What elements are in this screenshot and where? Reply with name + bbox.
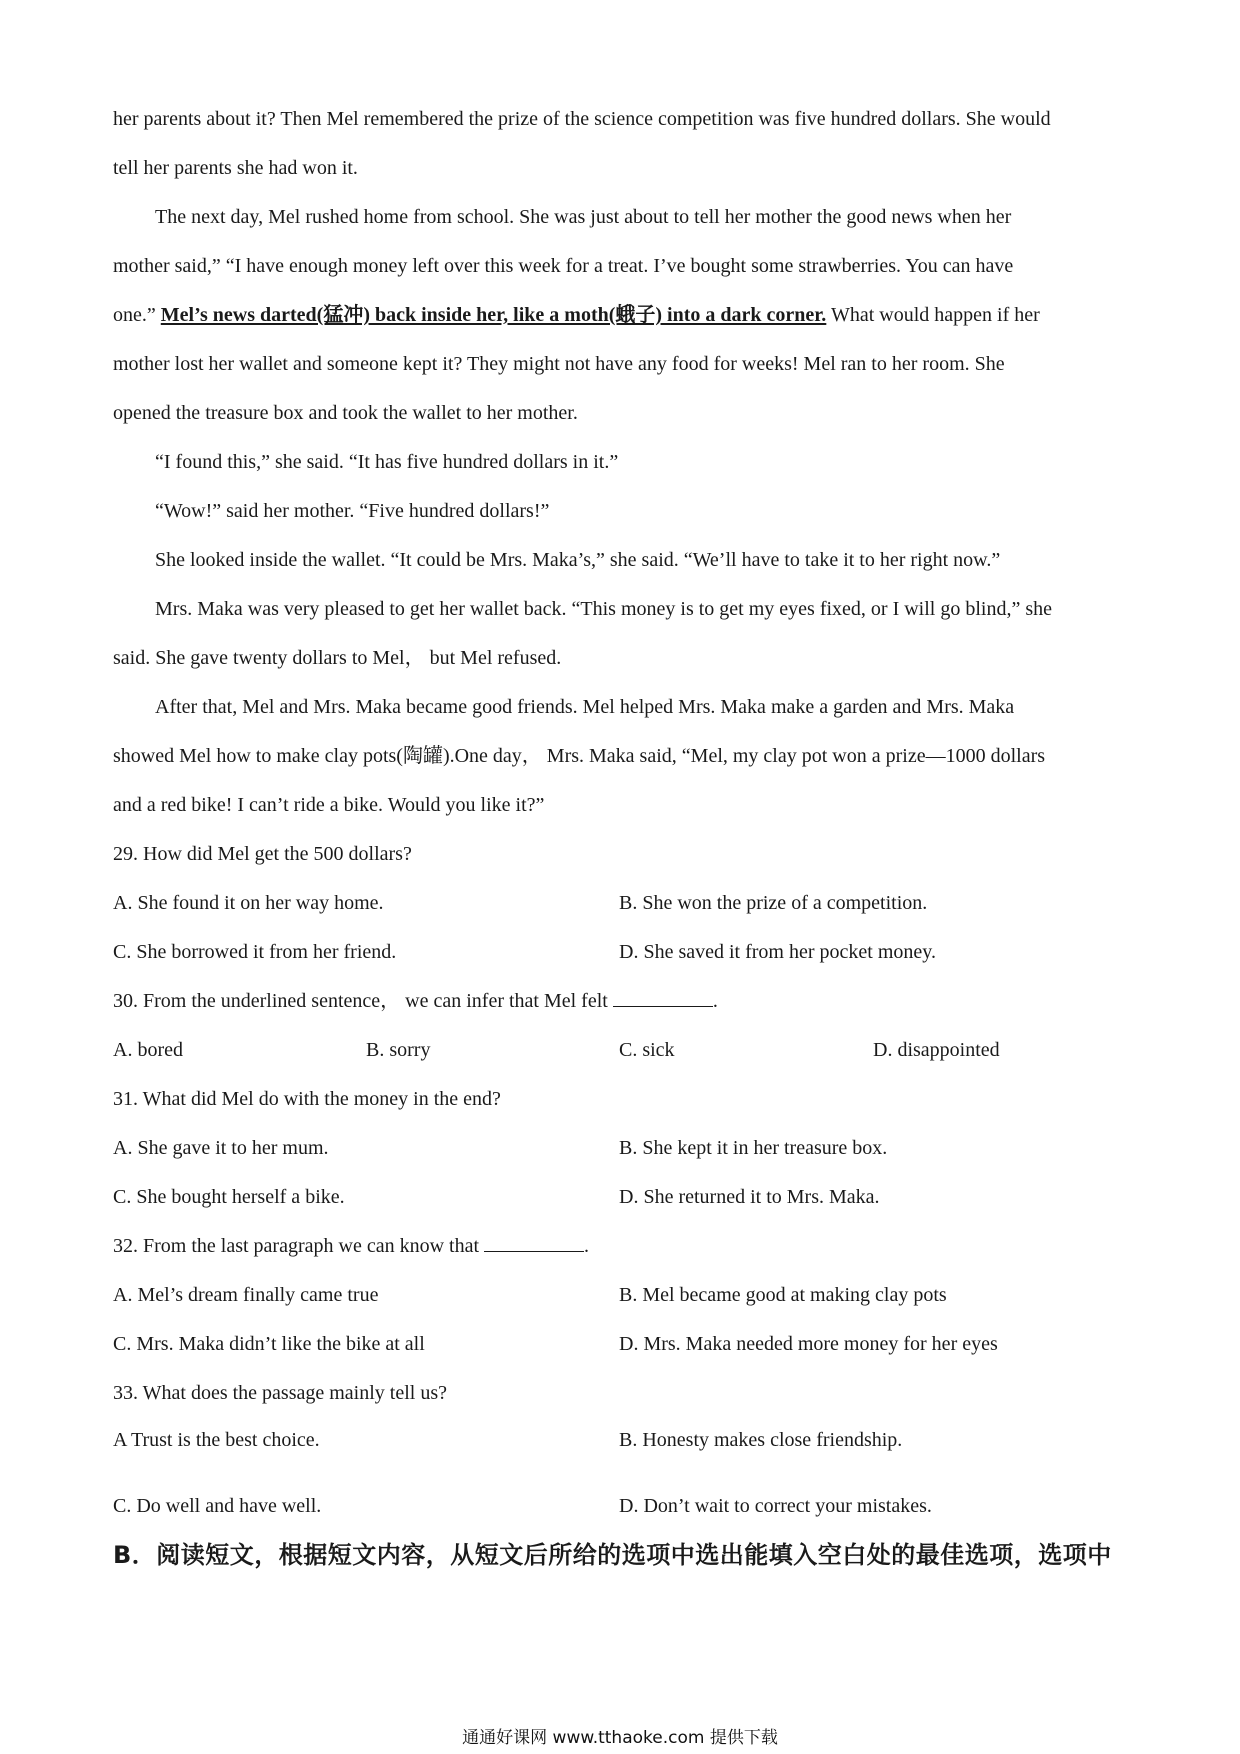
option-b: B. She kept it in her treasure box. xyxy=(619,1137,888,1159)
option-c: C. Do well and have well. xyxy=(113,1495,322,1517)
passage-line: her parents about it? Then Mel remembered the prize of the science competition was five hundred dollars. She would xyxy=(113,108,1051,130)
option-c: C. She borrowed it from her friend. xyxy=(113,941,397,963)
passage-line: and a red bike! I can’t ride a bike. Would you like it?” xyxy=(113,794,545,816)
question-text: . xyxy=(712,990,718,1012)
passage-line: She looked inside the wallet. “It could be Mrs. Maka’s,” she said. “We’ll have to take it to her right now.” xyxy=(155,549,1001,571)
option-d: D. She returned it to Mrs. Maka. xyxy=(619,1186,880,1208)
option-a: A Trust is the best choice. xyxy=(113,1429,320,1451)
answer-blank xyxy=(484,1233,584,1252)
option-c: C. She bought herself a bike. xyxy=(113,1186,345,1208)
passage-line: mother said,” “I have enough money left over this week for a treat. I’ve bought some strawberries. You can have xyxy=(113,255,1014,277)
underlined-sentence: Mel’s news darted(猛冲) back inside her, like a moth(蛾子) into a dark corner. xyxy=(160,304,827,326)
section-b-heading: B．阅读短文，根据短文内容，从短文后所给的选项中选出能填入空白处的最佳选项，选项中 xyxy=(113,1541,1112,1569)
option-b: B. sorry xyxy=(366,1039,431,1061)
question-text: . xyxy=(584,1235,590,1257)
question-stem: 29. How did Mel get the 500 dollars? xyxy=(113,843,412,865)
passage-line: mother lost her wallet and someone kept it? They might not have any food for weeks! Mel ran to her room. She xyxy=(113,353,1005,375)
question-stem xyxy=(113,988,1133,1014)
passage-line: “Wow!” said her mother. “Five hundred dollars!” xyxy=(155,500,550,522)
passage-line: Mrs. Maka was very pleased to get her wallet back. “This money is to get my eyes fixed, or I will go blind,” she xyxy=(155,598,1052,620)
passage-text: What would happen if her xyxy=(826,304,1040,326)
passage-line: said. She gave twenty dollars to Mel， but Mel refused. xyxy=(113,647,562,669)
page-footer: 通通好课网 www.tthaoke.com 提供下载 xyxy=(462,1728,778,1748)
passage-line: tell her parents she had won it. xyxy=(113,157,358,179)
question-stem xyxy=(113,1233,1133,1259)
answer-blank xyxy=(613,988,713,1007)
option-a: A. She found it on her way home. xyxy=(113,892,384,914)
option-d: D. disappointed xyxy=(873,1039,1000,1061)
option-a: A. Mel’s dream finally came true xyxy=(113,1284,379,1306)
option-d: D. Don’t wait to correct your mistakes. xyxy=(619,1495,932,1517)
passage-line: The next day, Mel rushed home from school. She was just about to tell her mother the good news when her xyxy=(155,206,1012,228)
question-stem: 31. What did Mel do with the money in the end? xyxy=(113,1088,501,1110)
passage-line: opened the treasure box and took the wallet to her mother. xyxy=(113,402,578,424)
passage-line: “I found this,” she said. “It has five hundred dollars in it.” xyxy=(155,451,619,473)
passage-line xyxy=(113,302,1133,328)
passage-text: one.” xyxy=(113,304,161,326)
option-b: B. Mel became good at making clay pots xyxy=(619,1284,947,1306)
option-c: C. sick xyxy=(619,1039,675,1061)
option-a: A. bored xyxy=(113,1039,183,1061)
option-d: D. She saved it from her pocket money. xyxy=(619,941,936,963)
question-stem: 33. What does the passage mainly tell us? xyxy=(113,1382,447,1404)
question-text: 30. From the underlined sentence， we can infer that Mel felt xyxy=(113,990,613,1012)
option-c: C. Mrs. Maka didn’t like the bike at all xyxy=(113,1333,425,1355)
question-text: 32. From the last paragraph we can know that xyxy=(113,1235,485,1257)
passage-line: After that, Mel and Mrs. Maka became good friends. Mel helped Mrs. Maka make a garden and Mrs. Maka xyxy=(155,696,1015,718)
passage-line: showed Mel how to make clay pots(陶罐).One day， Mrs. Maka said, “Mel, my clay pot won a prize—1000 dollars xyxy=(113,745,1046,767)
option-a: A. She gave it to her mum. xyxy=(113,1137,329,1159)
option-b: B. Honesty makes close friendship. xyxy=(619,1429,903,1451)
option-b: B. She won the prize of a competition. xyxy=(619,892,928,914)
option-d: D. Mrs. Maka needed more money for her eyes xyxy=(619,1333,998,1355)
